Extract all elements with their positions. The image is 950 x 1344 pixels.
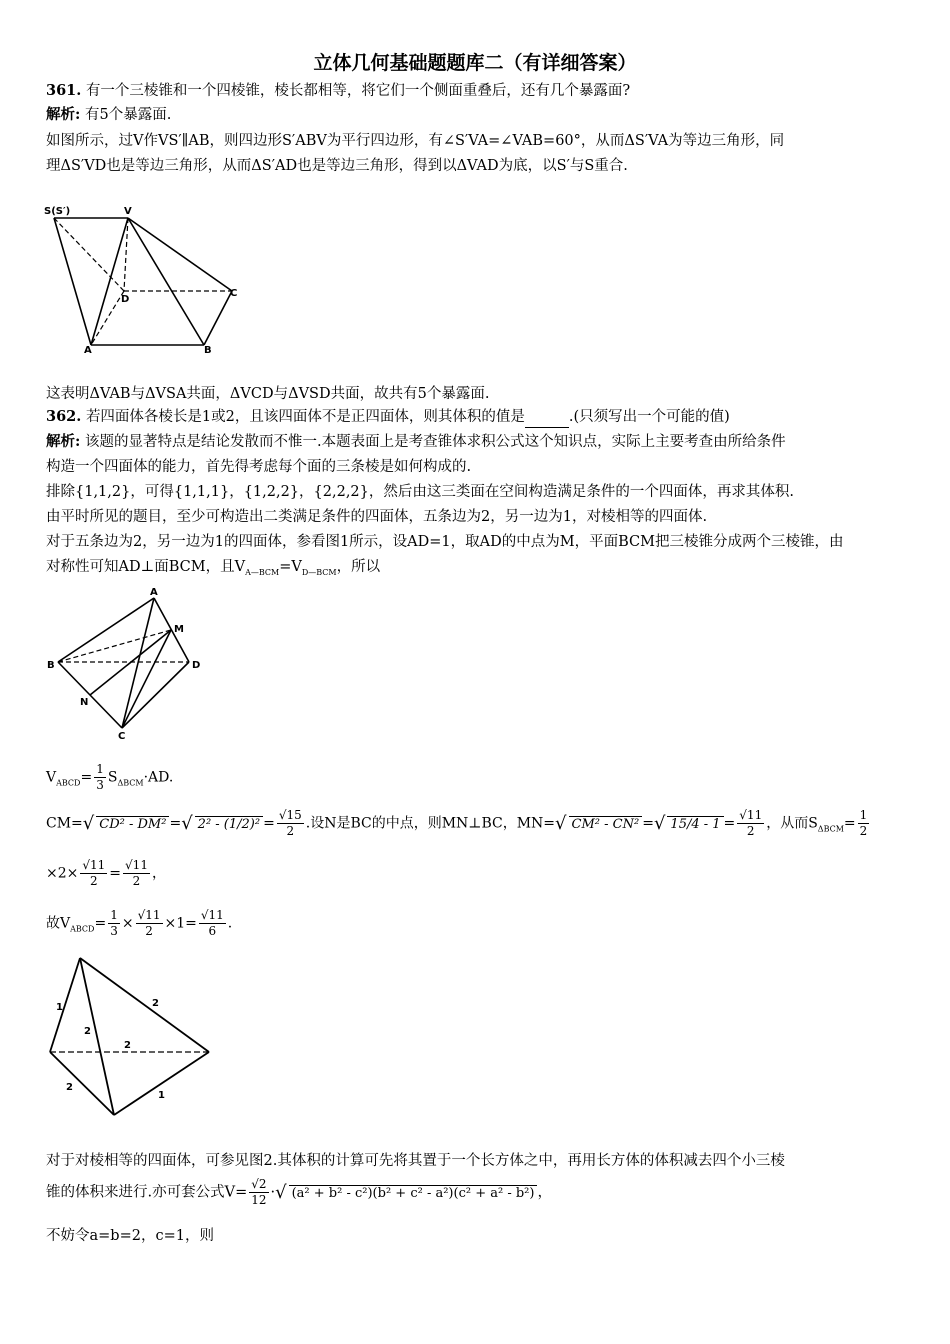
label-D: D [121, 294, 130, 305]
subscript: ABCD [70, 924, 95, 934]
problem-361-question [46, 80, 908, 102]
answer-label: 解析: [46, 106, 81, 123]
label-M: M [174, 624, 184, 635]
numerator: 1 [859, 808, 868, 822]
denominator: 2 [746, 824, 755, 838]
text: =V [279, 559, 302, 575]
cm-mn-calculation: CM=√ CD² - DM² =√ 2² - (1/2)² = $\frac{√15}{2}$ .设N是BC的中点，则MN⊥BC，MN=√ CM² - CN² =√ 15/4 - 1 = $\frac{√11}{2}$ ，从而$S_{\Delta BCM}=$ $\frac{1}{2}$ [46, 808, 868, 838]
problem-361-answer [46, 104, 908, 126]
edge-label: 2 [124, 1040, 131, 1051]
edge-label: 1 [158, 1090, 165, 1101]
fraction [858, 808, 870, 839]
page-title: 立体几何基础题题库二（有详细答案） [313, 52, 637, 74]
text: ， [151, 865, 166, 882]
text: · [270, 1184, 276, 1201]
numerator: 1 [96, 762, 104, 776]
numerator: √2 [251, 1177, 267, 1191]
edge-label: 1 [56, 1002, 63, 1013]
figure-tetrahedron-1 [44, 586, 214, 741]
explanation-line: 构造一个四面体的能力，首先得考虑每个面的三条棱是如何构成的. [46, 459, 472, 475]
explanation-line: 理ΔS′VD也是等边三角形，从而ΔS′AD也是等边三角形，得到以ΔVAD为底，以S′与S重合. [46, 158, 628, 174]
subscript: ABCD [56, 778, 81, 788]
label-C: C [230, 288, 238, 299]
question-text: 有一个三棱锥和一个四棱锥，棱长都相等，将它们一个侧面重叠后，还有几个暴露面? [85, 83, 631, 99]
numerator: √11 [82, 858, 106, 872]
volume-formula [46, 762, 173, 793]
text: ，从而S [766, 815, 818, 832]
fraction [737, 808, 764, 839]
numerator: √11 [739, 808, 763, 822]
fraction [277, 808, 304, 839]
text: = [80, 769, 93, 786]
answer-blank [525, 413, 569, 428]
fraction [249, 1177, 268, 1208]
text: ， [537, 1184, 552, 1201]
question-text-tail: .(只须写出一个可能的值) [568, 409, 730, 425]
label-D: D [192, 660, 201, 671]
text: 对称性可知AD⊥面BCM，且V [46, 559, 246, 575]
subscript: ΔBCM [117, 778, 144, 788]
text: = [843, 815, 856, 832]
text: = [642, 815, 654, 832]
subscript: ΔBCM [817, 824, 844, 834]
fraction [199, 908, 226, 939]
label-V: V [124, 206, 132, 217]
numerator: √11 [137, 908, 161, 922]
denominator: 6 [208, 924, 217, 938]
label-A: A [150, 587, 158, 598]
figure-pyramid-prism [44, 202, 244, 357]
explanation-line: 对于对棱相等的四面体，可参见图2.其体积的计算可先将其置于一个长方体之中，再用长方体的体积减去四个小三棱 [46, 1153, 785, 1169]
explanation-line: 对于五条边为2，另一边为1的四面体，参看图1所示，设AD=1，取AD的中点为M，平面BCM把三棱锥分成两个三棱锥，由 [46, 534, 844, 550]
fraction [94, 762, 106, 793]
explanation-line: 由平时所见的题目，至少可构造出二类满足条件的四面体，五条边为2，另一边为1，对棱相等的四面体. [46, 509, 708, 525]
explanation-line: 不妨令a=b=2，c=1，则 [46, 1228, 214, 1244]
volume-result [46, 908, 232, 939]
text: ，所以 [336, 559, 381, 575]
denominator: 3 [96, 778, 104, 792]
problem-362-answer [46, 431, 908, 453]
label-B: B [47, 660, 55, 671]
radicand: (a² + b² - c²)(b² + c² - a²)(c² + a² - b²) [289, 1185, 538, 1201]
text: 锥的体积来进行.亦可套公式V= [46, 1184, 248, 1201]
question-text: 若四面体各棱长是1或2，且该四面体不是正四面体，则其体积的值是 [85, 409, 525, 425]
denominator: 2 [145, 924, 153, 938]
text: ×1= [164, 915, 197, 932]
label-N: N [80, 697, 89, 708]
text: = [169, 815, 182, 832]
numerator: 1 [110, 908, 118, 922]
explanation-line: 排除{1,1,2}，可得{1,1,1}，{1,2,2}，{2,2,2}，然后由这三类面在空间构造满足条件的一个四面体，再求其体积. [46, 484, 794, 500]
area-calculation [46, 858, 166, 889]
numerator: √15 [278, 808, 302, 822]
text: . [227, 915, 233, 932]
label-C: C [118, 731, 126, 741]
label-S: S(S′) [44, 206, 71, 217]
text: CM= [46, 815, 83, 832]
text: = [723, 815, 736, 832]
fraction [80, 858, 107, 889]
problem-number: 361. [46, 82, 82, 99]
text: = [263, 815, 275, 832]
radicand: 2² - (1/2)² [195, 816, 263, 832]
fraction [108, 908, 120, 939]
answer-label: 解析: [46, 433, 81, 450]
radicand: CM² - CN² [569, 816, 643, 832]
label-B: B [204, 345, 212, 356]
explanation-line: 如图所示，过V作VS′∥AB，则四边形S′ABV为平行四边形，有∠S′VA=∠VAB=60°，从而ΔS′VA为等边三角形，同 [46, 133, 785, 149]
text: = [94, 915, 107, 932]
problem-number: 362. [46, 408, 82, 425]
edge-label: 2 [84, 1026, 91, 1037]
denominator: 2 [286, 824, 295, 838]
text: .设N是BC的中点，则MN⊥BC，MN= [305, 815, 556, 832]
text: ·AD. [143, 769, 174, 786]
conclusion-line: 这表明ΔVAB与ΔVSA共面，ΔVCD与ΔVSD共面，故共有5个暴露面. [46, 386, 490, 402]
edge-label: 2 [152, 998, 159, 1009]
subscript: D—BCM [301, 567, 337, 577]
label-A: A [84, 345, 92, 356]
text: ×2× [46, 865, 79, 882]
explanation-line: 该题的显著特点是结论发散而不惟一.本题表面上是考查锥体求积公式这个知识点，实际上主要考查由所给条件 [84, 434, 786, 450]
fraction [123, 858, 150, 889]
fraction [136, 908, 163, 939]
denominator: 2 [132, 874, 141, 888]
numerator: √11 [200, 908, 224, 922]
subscript: A—BCM [245, 567, 280, 577]
figure-tetrahedron-2 [44, 950, 219, 1120]
radicand: CD² - DM² [96, 816, 169, 832]
text: = [109, 865, 122, 882]
denominator: 2 [859, 824, 868, 838]
text: S [107, 769, 118, 786]
denominator: 12 [251, 1193, 267, 1207]
edge-label: 2 [66, 1082, 73, 1093]
denominator: 2 [90, 874, 98, 888]
numerator: √11 [125, 858, 148, 872]
text: 故V [46, 915, 71, 932]
denominator: 3 [110, 924, 118, 938]
text: V [46, 769, 57, 786]
radicand: 15/4 - 1 [667, 816, 723, 832]
text: × [121, 915, 134, 932]
explanation-line [46, 556, 908, 584]
formula-line: 锥的体积来进行.亦可套公式V= $\frac{√2}{12}$ ·√ (a² + b² - c²)(b² + c² - a²)(c² + a² - b²) ， [46, 1177, 552, 1207]
problem-362-question [46, 406, 908, 428]
answer-text: 有5个暴露面. [84, 107, 172, 123]
